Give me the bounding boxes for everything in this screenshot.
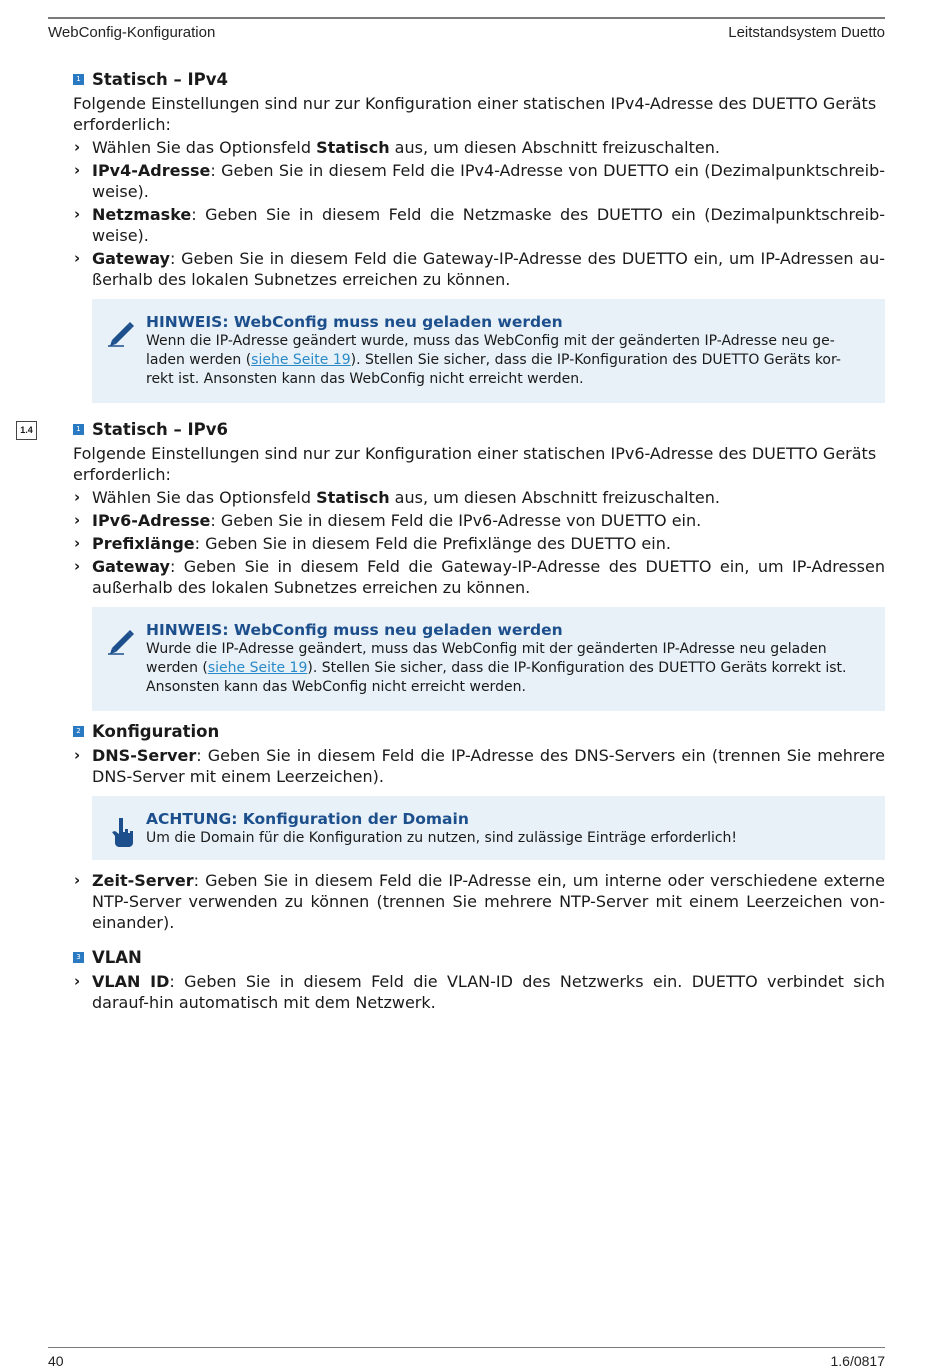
header-left-title: WebConfig-Konfiguration: [48, 24, 216, 41]
list-item: [73, 248, 885, 290]
warning-text: Um die Domain für die Konfiguration zu nutzen, sind zulässige Einträge erforderlich!: [146, 830, 738, 846]
list-item-text: : Geben Sie in diesem Feld die IP-Adresse des DNS-Servers ein (trennen Sie mehrere DNS-Server mit einem Leerzeichen).: [92, 746, 885, 786]
list-item: [73, 870, 885, 933]
section-title-text: Konfiguration: [92, 722, 220, 741]
intro-paragraph: Folgende Einstellungen sind nur zur Konfiguration einer statischen IPv4-Adresse des DUETTO Geräts erforderlich:: [73, 94, 877, 134]
chevron-right-icon: ›: [74, 746, 81, 764]
note-text: [146, 332, 863, 389]
list-item: [73, 556, 885, 598]
warning-title: ACHTUNG: Konfiguration der Domain: [146, 810, 469, 828]
list-item: [73, 971, 885, 1013]
list-item: [73, 137, 885, 158]
list-item: [73, 204, 885, 246]
section-title-text: Statisch – IPv6: [92, 420, 229, 439]
list-item-term: VLAN ID: [92, 972, 170, 991]
list-item: [73, 745, 885, 787]
list-item-term: Netzmaske: [92, 205, 192, 224]
note-box: [92, 607, 885, 711]
list-item: [73, 510, 885, 531]
list-item-text: aus, um diesen Abschnitt freizuschalten.: [389, 138, 720, 157]
list-item-text: : Geben Sie in diesem Feld die VLAN-ID des Netzwerks ein. DUETTO verbindet sich darauf-hin automatisch mit dem Netzwerk.: [92, 972, 886, 1012]
page-number: 40: [48, 1353, 64, 1369]
chevron-right-icon: ›: [74, 511, 81, 529]
section-title-konfiguration: [73, 721, 885, 742]
section-title-text: Statisch – IPv4: [92, 70, 229, 89]
list-item: [73, 160, 885, 202]
chevron-right-icon: ›: [74, 249, 81, 267]
list-item-text: aus, um diesen Abschnitt freizuschalten.: [389, 488, 720, 507]
chevron-right-icon: ›: [74, 534, 81, 552]
section-title-ipv6: [73, 419, 885, 440]
section-margin-tag: 1.4: [16, 421, 37, 440]
chevron-right-icon: ›: [74, 871, 81, 889]
header-right-title: Leitstandsystem Duetto: [728, 24, 885, 41]
list-item-term: IPv4-Adresse: [92, 161, 211, 180]
step-number-badge: 2: [73, 726, 84, 737]
list-item-text: : Geben Sie in diesem Feld die Gateway-IP-Adresse des DUETTO ein, um IP-Adressen au-ßerhalb des lokalen Subnetzes erreichen zu können.: [92, 249, 885, 289]
warning-box: [92, 796, 885, 860]
list-item-text: Wählen Sie das Optionsfeld: [92, 138, 317, 157]
list-item-term: Statisch: [316, 488, 390, 507]
page-reference-link[interactable]: siehe Seite 19: [207, 660, 308, 676]
pencil-icon: [106, 316, 138, 348]
note-text-start: Wurde die IP-Adresse geändert, muss das WebConfig mit der geänderten IP-Adresse neu geladen werden (: [146, 641, 827, 676]
list-item-text: : Geben Sie in diesem Feld die Prefixlänge des DUETTO ein.: [194, 534, 671, 553]
step-number-badge: 1: [73, 74, 84, 85]
note-box: [92, 299, 885, 403]
list-item-term: IPv6-Adresse: [92, 511, 211, 530]
step-number-badge: 3: [73, 952, 84, 963]
list-item-text: : Geben Sie in diesem Feld die IP-Adresse ein, um interne oder verschiedene externe NTP-Server verwenden zu können (trennen Sie mehrere NTP-Server mit einem Leerzeichen von-einander).: [92, 871, 885, 932]
list-item-text: : Geben Sie in diesem Feld die IPv4-Adresse von DUETTO ein (Dezimalpunktschreib-weise).: [92, 161, 885, 201]
chevron-right-icon: ›: [74, 972, 81, 990]
chevron-right-icon: ›: [74, 138, 81, 156]
chevron-right-icon: ›: [74, 161, 81, 179]
note-title: HINWEIS: WebConfig muss neu geladen werden: [146, 313, 563, 331]
list-item-text: : Geben Sie in diesem Feld die IPv6-Adresse von DUETTO ein.: [210, 511, 702, 530]
note-text: [146, 640, 863, 697]
chevron-right-icon: ›: [74, 205, 81, 223]
list-item-text: : Geben Sie in diesem Feld die Gateway-IP-Adresse des DUETTO ein, um IP-Adressen außerhalb des lokalen Subnetzes erreichen zu können.: [92, 557, 885, 597]
list-item-term: Gateway: [92, 249, 170, 268]
list-item-term: Gateway: [92, 557, 170, 576]
document-version: 1.6/0817: [830, 1353, 885, 1369]
chevron-right-icon: ›: [74, 488, 81, 506]
list-item-text: : Geben Sie in diesem Feld die Netzmaske des DUETTO ein (Dezimalpunktschreib-weise).: [92, 205, 885, 245]
intro-paragraph: Folgende Einstellungen sind nur zur Konfiguration einer statischen IPv6-Adresse des DUETTO Geräts erforderlich:: [73, 444, 877, 484]
page-content: [73, 69, 885, 1015]
pointing-hand-icon: [106, 816, 138, 848]
list-item-term: DNS-Server: [92, 746, 197, 765]
note-title: HINWEIS: WebConfig muss neu geladen werden: [146, 621, 563, 639]
header-rule: [48, 17, 885, 19]
list-item-term: Zeit-Server: [92, 871, 194, 890]
footer-rule: [48, 1347, 885, 1348]
page-reference-link[interactable]: siehe Seite 19: [251, 352, 351, 368]
list-item-term: Statisch: [316, 138, 390, 157]
list-item: [73, 533, 885, 554]
section-title-ipv4: [73, 69, 885, 90]
section-title-text: VLAN: [92, 948, 142, 967]
section-title-vlan: [73, 947, 885, 968]
list-item-text: Wählen Sie das Optionsfeld: [92, 488, 317, 507]
note-text-start: Wenn die IP-Adresse geändert wurde, muss das WebConfig mit der geänderten IP-Adresse neu ge-laden werden (: [146, 333, 835, 368]
note-text-end: ). Stellen Sie sicher, dass die IP-Konfiguration des DUETTO Geräts kor-rekt ist. Ansonsten kann das WebConfig nicht erreicht werden.: [146, 352, 841, 387]
step-number-badge: 1: [73, 424, 84, 435]
chevron-right-icon: ›: [74, 557, 81, 575]
list-item-term: Prefixlänge: [92, 534, 195, 553]
list-item: [73, 487, 885, 508]
pencil-icon: [106, 624, 138, 656]
note-text-end: ). Stellen Sie sicher, dass die IP-Konfiguration des DUETTO Geräts korrekt ist. Ansonsten kann das WebConfig nicht erreicht werden.: [146, 660, 847, 695]
